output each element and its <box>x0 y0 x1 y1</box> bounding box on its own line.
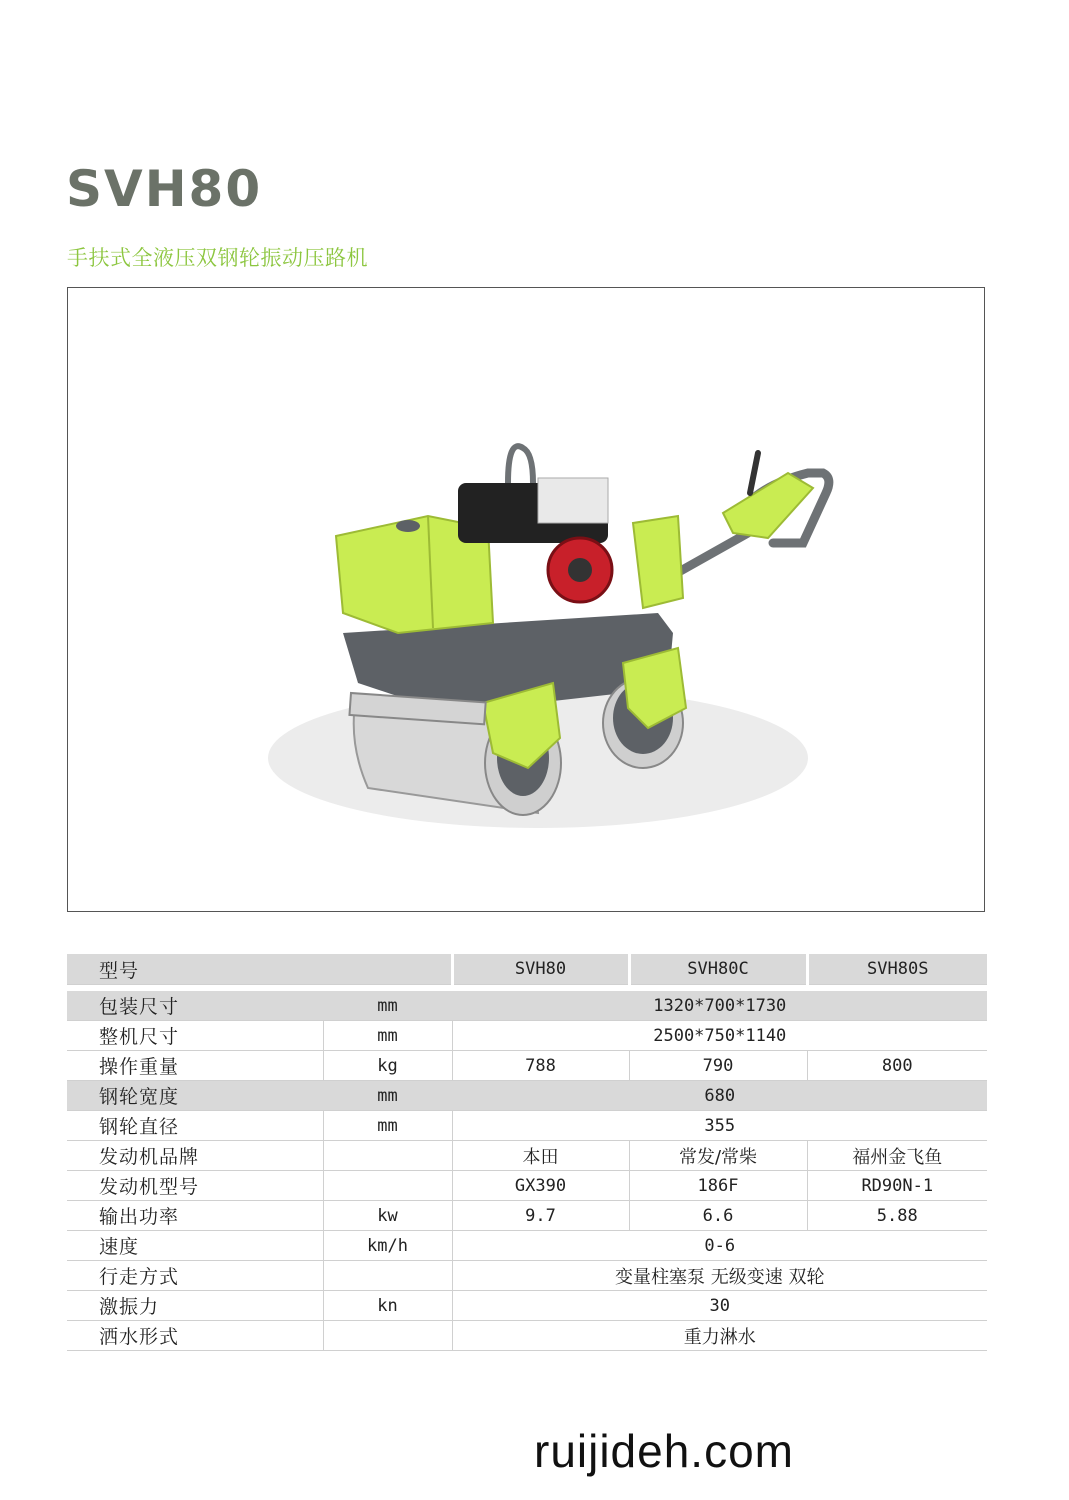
row-label: 洒水形式 <box>67 1321 323 1351</box>
table-row <box>67 1321 987 1351</box>
row-unit: kw <box>323 1201 452 1231</box>
table-row <box>67 1081 987 1111</box>
row-label: 发动机品牌 <box>67 1141 323 1171</box>
row-unit: km/h <box>323 1231 452 1261</box>
row-value-svh80: 本田 <box>452 1141 629 1171</box>
row-value: 30 <box>452 1291 987 1321</box>
row-label: 激振力 <box>67 1291 323 1321</box>
table-header-row <box>67 954 987 985</box>
throttle-lever <box>750 453 758 493</box>
row-value: 355 <box>452 1111 987 1141</box>
row-unit: mm <box>323 1081 452 1111</box>
row-unit <box>323 1171 452 1201</box>
product-photo <box>67 287 985 912</box>
row-value: 680 <box>452 1081 987 1111</box>
row-label: 速度 <box>67 1231 323 1261</box>
control-box <box>723 473 813 538</box>
row-label: 操作重量 <box>67 1051 323 1081</box>
engine-top <box>538 478 608 523</box>
row-value-svh80c: 186F <box>629 1171 807 1201</box>
row-label: 钢轮宽度 <box>67 1081 323 1111</box>
row-value-svh80: 9.7 <box>452 1201 629 1231</box>
row-value-svh80s: RD90N-1 <box>807 1171 987 1201</box>
table-row <box>67 1171 987 1201</box>
row-unit: kg <box>323 1051 452 1081</box>
header-model-svh80s: SVH80S <box>807 954 987 985</box>
row-unit: kn <box>323 1291 452 1321</box>
row-value-svh80: GX390 <box>452 1171 629 1201</box>
row-unit <box>323 1141 452 1171</box>
product-subtitle: 手扶式全液压双钢轮振动压路机 <box>67 246 368 270</box>
row-unit: mm <box>323 1021 452 1051</box>
engine-handle <box>508 446 533 483</box>
row-label: 整机尺寸 <box>67 1021 323 1051</box>
row-label: 包装尺寸 <box>67 991 323 1021</box>
table-row <box>67 1261 987 1291</box>
website-url[interactable]: ruijideh.com <box>534 1425 794 1477</box>
row-value-svh80: 788 <box>452 1051 629 1081</box>
right-hood <box>633 516 683 608</box>
table-row <box>67 1201 987 1231</box>
spec-table <box>67 954 987 1351</box>
table-row <box>67 1141 987 1171</box>
header-model-label: 型号 <box>67 954 452 985</box>
row-label: 钢轮直径 <box>67 1111 323 1141</box>
row-unit: mm <box>323 991 452 1021</box>
model-title: SVH80 <box>66 160 263 218</box>
table-row <box>67 1291 987 1321</box>
table-row <box>67 1111 987 1141</box>
header-model-svh80c: SVH80C <box>629 954 807 985</box>
row-label: 行走方式 <box>67 1261 323 1291</box>
row-value: 0-6 <box>452 1231 987 1261</box>
row-value-svh80s: 5.88 <box>807 1201 987 1231</box>
header-model-svh80: SVH80 <box>452 954 629 985</box>
row-unit <box>323 1261 452 1291</box>
table-row <box>67 1051 987 1081</box>
road-roller-illustration <box>68 288 984 911</box>
row-unit: mm <box>323 1111 452 1141</box>
table-row <box>67 991 987 1021</box>
row-value-svh80c: 6.6 <box>629 1201 807 1231</box>
row-value-svh80c: 常发/常柴 <box>629 1141 807 1171</box>
row-value: 变量柱塞泵 无级变速 双轮 <box>452 1261 987 1291</box>
row-value: 1320*700*1730 <box>452 991 987 1021</box>
fill-cap <box>396 520 420 532</box>
row-value: 重力淋水 <box>452 1321 987 1351</box>
row-value-svh80s: 800 <box>807 1051 987 1081</box>
row-unit <box>323 1321 452 1351</box>
row-value-svh80s: 福州金飞鱼 <box>807 1141 987 1171</box>
table-row <box>67 1231 987 1261</box>
row-value: 2500*750*1140 <box>452 1021 987 1051</box>
recoil-center <box>568 558 592 582</box>
row-label: 输出功率 <box>67 1201 323 1231</box>
row-label: 发动机型号 <box>67 1171 323 1201</box>
table-row <box>67 1021 987 1051</box>
row-value-svh80c: 790 <box>629 1051 807 1081</box>
